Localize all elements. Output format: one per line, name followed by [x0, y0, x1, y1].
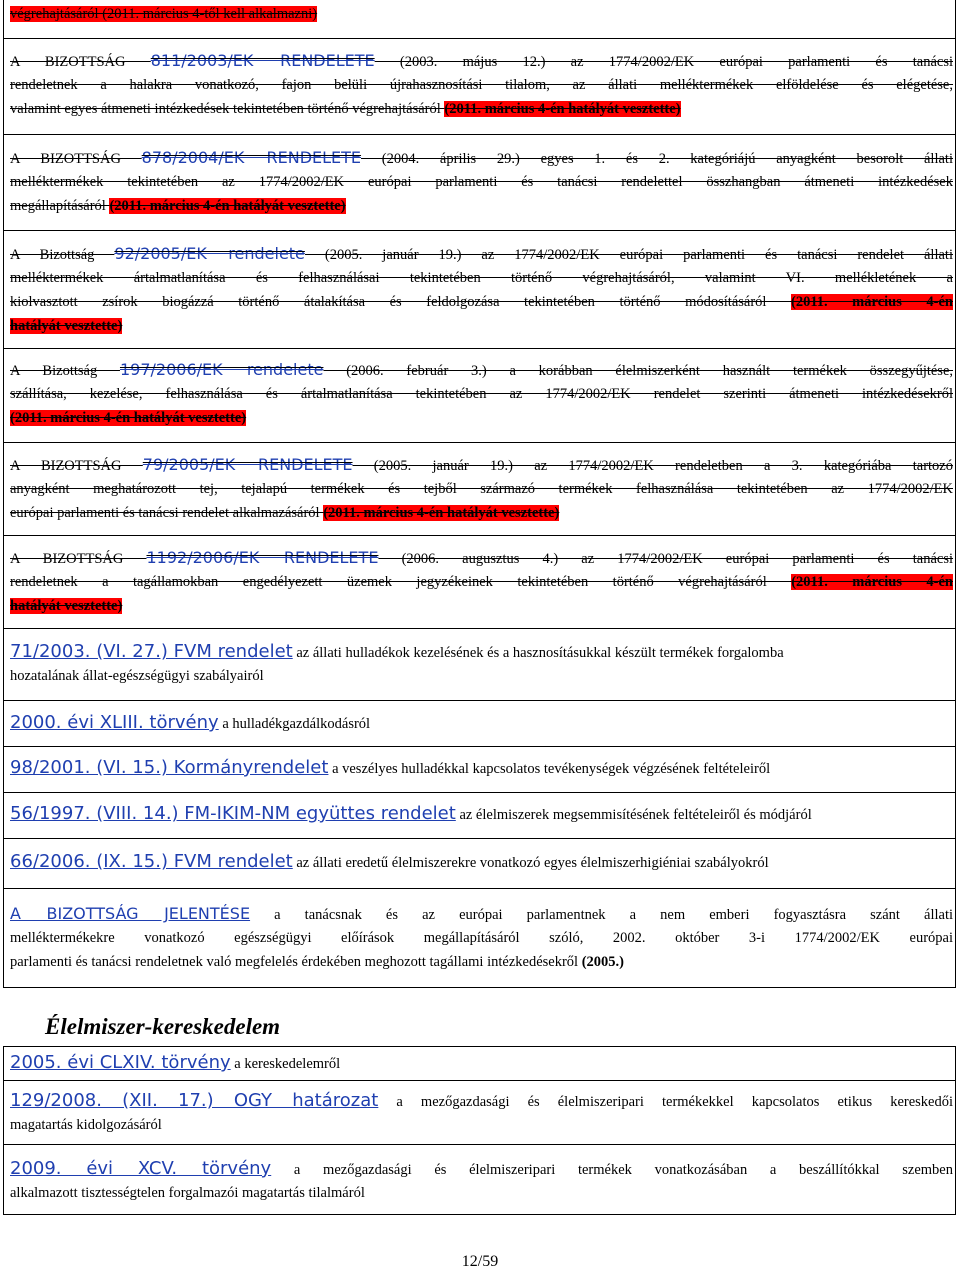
repealed-badge: hatályát vesztette)	[10, 318, 123, 334]
b3-line3: kiolvasztott zsírok biogázzá történő átalakítása és feldolgozása tekintetében történő módosításáról (2011. március 4-én	[10, 294, 953, 310]
b11-line: 66/2006. (IX. 15.) FVM rendelet az állati eredetű élelmiszerekre vonatkozó egyes élelmiszerhigiéniai szabályokról	[10, 851, 769, 872]
b8-line: 2000. évi XLIII. törvény a hulladékgazdálkodásról	[10, 712, 371, 733]
divider	[3, 230, 956, 231]
b3-line4	[10, 314, 953, 338]
b3-line1: A Bizottság 92/2005/EK rendelete (2005. január 19.) az 1774/2002/EK európai parlamenti és tanácsi rendelet állati	[10, 244, 953, 263]
b6-link[interactable]: 1192/2006/EK RENDELETE	[146, 548, 379, 567]
b7-link[interactable]: 71/2003. (VI. 27.) FVM rendelet	[10, 641, 293, 662]
repealed-badge: (2011. március 4-én	[791, 574, 953, 590]
divider	[3, 700, 956, 701]
b10-line: 56/1997. (VIII. 14.) FM-IKIM-NM együttes rendelet az élelmiszerek megsemmisítésének feltételeiről és módjáról	[10, 803, 812, 824]
b3-line2: melléktermékek ártalmatlanítása és felhasználásai tekintetében történő végrehajtásáról, valamint VI. mellékletének a	[10, 270, 953, 286]
b4-line2: szállítása, kezelése, felhasználása és ártalmatlanítása tekintetében az 1774/2002/EK rendelet szerinti átmeneti intézkedésekről	[10, 386, 953, 402]
divider	[3, 792, 956, 793]
b2-line1: A BIZOTTSÁG 878/2004/EK RENDELETE (2004. április 29.) egyes 1. és 2. kategóriájú anyagként besorolt állati	[10, 148, 953, 167]
divider	[3, 746, 956, 747]
b3-link[interactable]: 92/2005/EK rendelete	[114, 244, 305, 263]
b4-link[interactable]: 197/2006/EK rendelete	[119, 360, 324, 379]
section-item-2-link[interactable]: 129/2008. (XII. 17.) OGY határozat	[10, 1090, 379, 1111]
section-item-3-line2: alkalmazott tisztességtelen forgalmazói magatartás tilalmáról	[10, 1185, 365, 1201]
repealed-note: végrehajtásáról (2011. március 4-től kell alkalmazni)	[10, 6, 318, 22]
b12-link[interactable]: A BIZOTTSÁG JELENTÉSE	[10, 904, 251, 923]
section-item-2-line1: 129/2008. (XII. 17.) OGY határozat a mezőgazdasági és élelmiszeripari termékekkel kapcsolatos etikus kereskedői	[10, 1090, 953, 1111]
b5-line2: anyagként meghatározott tej, tejalapú termékek és tejből származó termékek felhasználása tekintetében az 1774/2002/EK	[10, 481, 953, 497]
divider	[3, 442, 956, 443]
b11-link[interactable]: 66/2006. (IX. 15.) FVM rendelet	[10, 851, 293, 872]
divider	[3, 838, 956, 839]
repealed-badge: (2011. március 4-én hatályát vesztette)	[10, 410, 247, 426]
b2-line3: megállapításáról (2011. március 4-én hatályát vesztette)	[10, 198, 346, 214]
divider	[3, 535, 956, 536]
b9-link[interactable]: 98/2001. (VI. 15.) Kormányrendelet	[10, 757, 329, 778]
b1-line1: A BIZOTTSÁG 811/2003/EK RENDELETE (2003. május 12.) az 1774/2002/EK európai parlamenti és tanácsi	[10, 51, 953, 70]
b4-line1: A Bizottság 197/2006/EK rendelete (2006. február 3.) a korábban élelmiszerként használt termékek összegyűjtése,	[10, 360, 954, 379]
b1-link[interactable]: 811/2003/EK RENDELETE	[150, 51, 375, 70]
b12-line3: parlamenti és tanácsi rendeletnek való megfelelés érdekében meghozott tagállami intézkedésekről (2005.)	[10, 954, 624, 970]
section-item-2-line2: magatartás kidolgozásáról	[10, 1117, 162, 1133]
b7-line1: 71/2003. (VI. 27.) FVM rendelet az állati hulladékok kezelésének és a hasznosításukkal készült termékek forgalomba	[10, 641, 784, 662]
section-item-3-link[interactable]: 2009. évi XCV. törvény	[10, 1158, 272, 1179]
divider	[3, 134, 956, 135]
b4-line3	[10, 406, 953, 430]
b6-line2: rendeletnek a tagállamokban engedélyezett üzemek jegyzékeinek tekintetében történő végrehajtásáról (2011. március 4-én	[10, 574, 953, 590]
page-number: 12/59	[461, 1253, 499, 1270]
section-heading: Élelmiszer-kereskedelem	[45, 1014, 281, 1039]
b10-link[interactable]: 56/1997. (VIII. 14.) FM-IKIM-NM együttes rendelet	[10, 803, 456, 824]
section-item-3-line1: 2009. évi XCV. törvény a mezőgazdasági és élelmiszeripari termékek vonatkozásában a beszállítókkal szemben	[10, 1158, 953, 1179]
repealed-badge: hatályát vesztette)	[10, 598, 123, 614]
divider	[3, 38, 956, 39]
repealed-badge: (2011. március 4-én hatályát vesztette)	[444, 101, 681, 117]
top-line	[10, 2, 953, 26]
b5-link[interactable]: 79/2005/EK RENDELETE	[142, 455, 353, 474]
repealed-badge: (2011. március 4-én	[790, 294, 953, 310]
b12-line2: melléktermékekre vonatkozó egészségügyi előírások megállapításáról szóló, 2002. október 3-i 1774/2002/EK európai	[10, 930, 953, 946]
b7-line2: hozatalának állat-egészségügyi szabályairól	[10, 668, 264, 684]
b1-line3: valamint egyes átmeneti intézkedések tekintetében történő végrehajtásáról (2011. március 4-én hatályát vesztette)	[10, 101, 681, 117]
b2-line2: melléktermékek tekintetében az 1774/2002/EK európai parlamenti és tanácsi rendelettel összhangban átmeneti intézkedések	[10, 174, 953, 190]
section-item-1: 2005. évi CLXIV. törvény a kereskedelemről	[10, 1052, 341, 1073]
repealed-badge: (2011. március 4-én hatályát vesztette)	[109, 198, 346, 214]
b1-line2: rendeletnek a halakra vonatkozó, fajon belüli újrahasznosítási tilalom, az állati melléktermékek elföldelése és elégetése,	[10, 77, 953, 93]
divider	[3, 888, 956, 889]
b6-line3	[10, 594, 953, 618]
b5-line3: európai parlamenti és tanácsi rendelet alkalmazásáról (2011. március 4-én hatályát vesztette)	[10, 505, 560, 521]
b12-line1: A BIZOTTSÁG JELENTÉSE a tanácsnak és az európai parlamentnek a nem emberi fogyasztásra szánt állati	[10, 904, 953, 923]
divider	[3, 628, 956, 629]
divider	[3, 348, 956, 349]
b5-line1: A BIZOTTSÁG 79/2005/EK RENDELETE (2005. január 19.) az 1774/2002/EK rendeletben a 3. kategóriába tartozó	[10, 455, 953, 474]
b9-line: 98/2001. (VI. 15.) Kormányrendelet a veszélyes hulladékkal kapcsolatos tevékenységek végzésének feltételeiről	[10, 757, 771, 778]
b6-line1: A BIZOTTSÁG 1192/2006/EK RENDELETE (2006. augusztus 4.) az 1774/2002/EK európai parlamenti és tanácsi	[10, 548, 954, 567]
b2-link[interactable]: 878/2004/EK RENDELETE	[141, 148, 362, 167]
b8-link[interactable]: 2000. évi XLIII. törvény	[10, 712, 219, 733]
section-item-1-link[interactable]: 2005. évi CLXIV. törvény	[10, 1052, 231, 1073]
repealed-badge: (2011. március 4-én hatályát vesztette)	[323, 505, 560, 521]
